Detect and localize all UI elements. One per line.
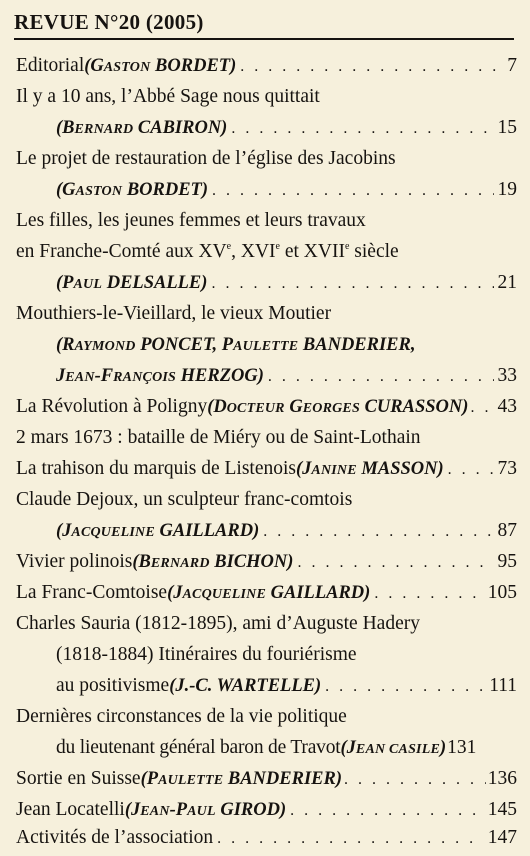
dot-leader: [344, 765, 486, 795]
toc-entry-vivier[interactable]: [16, 547, 517, 577]
page-number: 15: [497, 117, 517, 138]
entry-title: Dernières circonstances de la vie politique: [16, 706, 347, 727]
toc-entry-sauria[interactable]: [56, 671, 517, 701]
dot-leader: [212, 176, 493, 206]
entry-title: en Franche-Comté aux XVe, XVIe et XVIIe siècle: [16, 241, 399, 262]
toc-entry-author-line[interactable]: [56, 516, 517, 546]
toc-entry-title-line: [16, 237, 517, 267]
toc-entry-travot[interactable]: [56, 733, 517, 763]
toc-entry-suisse[interactable]: [16, 764, 517, 794]
entry-author: (GASTON BORDET): [84, 56, 237, 76]
toc-entry-author-line: [56, 330, 517, 360]
entry-author: (PAULETTE BANDERIER): [140, 769, 342, 789]
page-number: 7: [507, 55, 517, 76]
toc-entry-title-line: [56, 640, 517, 670]
entry-title: du lieutenant général baron de Travot: [56, 737, 341, 758]
page-number: 73: [497, 458, 517, 479]
dot-leader: [297, 548, 493, 578]
toc-entry-locatelli[interactable]: [16, 795, 517, 825]
entry-author: (BERNARD BICHON): [132, 552, 294, 572]
toc-entry-author-line[interactable]: [56, 175, 517, 205]
page-number: 43: [497, 396, 517, 417]
entry-title: 2 mars 1673 : bataille de Miéry ou de Saint-Lothain: [16, 427, 421, 448]
dot-leader: [448, 455, 494, 485]
page-number: 95: [497, 551, 517, 572]
page-number: 136: [487, 768, 517, 789]
dot-leader: [263, 517, 493, 547]
entry-author: (JEAN CASILE): [340, 738, 447, 758]
entry-title: Charles Sauria (1812-1895), ami d’Auguste Hadery: [16, 613, 420, 634]
entry-title: La Révolution à Poligny: [16, 396, 208, 417]
toc-entry-author-line[interactable]: [56, 113, 517, 143]
entry-title: Le projet de restauration de l’église des Jacobins: [16, 148, 396, 169]
page-number: 21: [497, 272, 517, 293]
page-number: 33: [497, 365, 517, 386]
dot-leader: [290, 796, 484, 826]
page-number: 145: [487, 799, 517, 820]
dot-leader: [470, 393, 495, 423]
entry-author: (JEAN-PAUL GIROD): [124, 800, 287, 820]
toc-entry-author-line[interactable]: [56, 361, 517, 391]
entry-title: Editorial: [16, 55, 85, 76]
entry-title: (1818-1884) Itinéraires du fouriérisme: [56, 644, 357, 665]
dot-leader: [217, 824, 484, 854]
page-number: 111: [489, 675, 517, 696]
toc-entry-revolution[interactable]: [16, 392, 517, 422]
toc-entry-editorial[interactable]: [16, 51, 517, 81]
entry-title: au positivisme: [56, 675, 170, 696]
toc-entry-title-line: [16, 423, 517, 453]
toc-entry-title-line: [16, 82, 517, 112]
page-number: 105: [487, 582, 517, 603]
entry-author: (DOCTEUR GEORGES CURASSON): [207, 397, 469, 417]
entry-title: La trahison du marquis de Listenois: [16, 458, 296, 479]
entry-title: Il y a 10 ans, l’Abbé Sage nous quittait: [16, 86, 320, 107]
entry-title: Sortie en Suisse: [16, 768, 141, 789]
page-number: 131: [447, 737, 477, 758]
dot-leader: [268, 362, 494, 392]
entry-title: Les filles, les jeunes femmes et leurs travaux: [16, 210, 366, 231]
entry-author: (JANINE MASSON): [296, 459, 444, 479]
dot-leader: [374, 579, 483, 609]
entry-title: Jean Locatelli: [16, 799, 125, 820]
entry-author: (J.-C. WARTELLE): [169, 676, 322, 696]
toc-entry-listenois[interactable]: [16, 454, 517, 484]
toc-entry-title-line: [16, 485, 517, 515]
toc-entry-title-line: [16, 206, 517, 236]
dot-leader: [240, 52, 503, 82]
entry-author: (JACQUELINE GAILLARD): [56, 521, 260, 541]
toc-entry-activites[interactable]: [16, 823, 517, 853]
toc-entry-title-line: [16, 702, 517, 732]
dot-leader: [325, 672, 485, 702]
dot-leader: [211, 269, 493, 299]
entry-author: (RAYMOND PONCET, PAULETTE BANDERIER,: [56, 335, 416, 355]
entry-author: JEAN-FRANÇOIS HERZOG): [56, 366, 264, 386]
entry-author: (BERNARD CABIRON): [56, 118, 228, 138]
toc-entry-franc-comtoise[interactable]: [16, 578, 517, 608]
entry-title: Activités de l’association: [16, 827, 214, 848]
toc-entry-title-line: [16, 299, 517, 329]
entry-title: La Franc-Comtoise: [16, 582, 168, 603]
entry-author: (JACQUELINE GAILLARD): [167, 583, 371, 603]
entry-title: Vivier polinois: [16, 551, 133, 572]
toc-entry-title-line: [16, 144, 517, 174]
entry-title: Mouthiers-le-Vieillard, le vieux Moutier: [16, 303, 332, 324]
dot-leader: [231, 114, 493, 144]
page-title: REVUE N°20 (2005): [14, 10, 204, 34]
toc-entry-author-line[interactable]: [56, 268, 517, 298]
entry-author: (PAUL DELSALLE): [56, 273, 208, 293]
entry-author: (GASTON BORDET): [56, 180, 209, 200]
page-number: 87: [497, 520, 517, 541]
page-number: 19: [497, 179, 517, 200]
entry-title: Claude Dejoux, un sculpteur franc-comtois: [16, 489, 353, 510]
toc-entry-title-line: [16, 609, 517, 639]
page-number: 147: [487, 827, 517, 848]
